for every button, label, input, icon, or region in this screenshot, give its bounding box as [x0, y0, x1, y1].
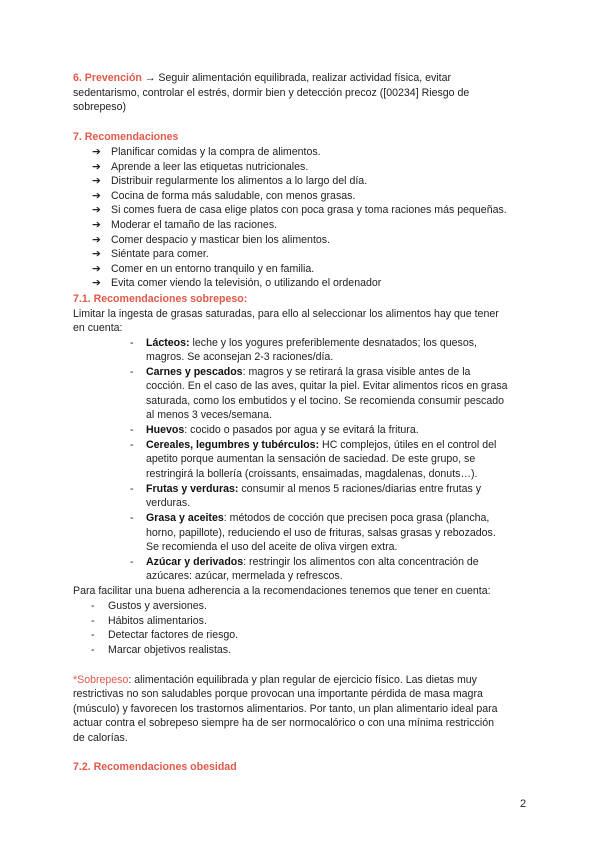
arrow-bullet-icon: ➔ — [92, 234, 101, 246]
prevencion-line-3: sobrepeso) — [73, 101, 126, 113]
prevencion-line-1: 6. Prevención → Seguir alimentación equilibrada, realizar actividad física, evitar — [73, 72, 452, 84]
note-line-1: *Sobrepeso: alimentación equilibrada y plan regular de ejercicio físico. Las dietas muy — [73, 674, 477, 686]
dash-marker: - — [91, 615, 95, 627]
huevos-line-1: Huevos: cocido o pasados por agua y se evitará la fritura. — [146, 424, 419, 436]
adherencia-item: Hábitos alimentarios. — [108, 615, 207, 627]
dash-marker: - — [91, 629, 95, 641]
dash-marker: - — [91, 644, 95, 656]
azucar-line-1: Azúcar y derivados: restringir los alimentos con alta concentración de — [146, 556, 479, 568]
arrow-bullet-icon: ➔ — [92, 190, 101, 202]
arrow-bullet-icon: ➔ — [92, 263, 101, 275]
section-7-1-heading: 7.1. Recomendaciones sobrepeso: — [73, 293, 248, 305]
note-line-2: restrictivas no son saludables porque provocan una importante pérdida de masa magra — [73, 688, 483, 700]
recommendation-item: Siéntate para comer. — [111, 248, 209, 260]
cereales-line-3: restringirá la bollería (croissants, ensaimadas, magdalenas, donuts…). — [146, 468, 478, 480]
arrow-bullet-icon: ➔ — [92, 277, 101, 289]
cereales-line-2: apetito porque aumentan la sensación de saciedad. De este grupo, se — [146, 453, 476, 465]
frutas-line-2: verduras. — [146, 497, 191, 509]
recommendation-item: Comer despacio y masticar bien los alimentos. — [111, 234, 331, 246]
grasa-line-3: Se recomienda el uso del aceite de oliva virgen extra. — [146, 541, 398, 553]
dash-marker: - — [130, 366, 134, 378]
adherencia-item: Detectar factores de riesgo. — [108, 629, 239, 641]
recommendation-item: Distribuir regularmente los alimentos a lo largo del día. — [111, 175, 368, 187]
note-line-4: actuar contra el sobrepeso siempre ha de ser normocalórico o con una mínima restricción — [73, 717, 495, 729]
recommendation-item: Moderar el tamaño de las raciones. — [111, 219, 278, 231]
note-line-5: de calorías. — [73, 732, 128, 744]
arrow-bullet-icon: ➔ — [92, 204, 101, 216]
page-number: 2 — [520, 798, 527, 810]
recommendation-item: Planificar comidas y la compra de alimentos. — [111, 146, 321, 158]
recommendation-item: Cocina de forma más saludable, con menos grasas. — [111, 190, 356, 202]
recommendation-item: Aprende a leer las etiquetas nutricionales. — [111, 161, 309, 173]
arrow-bullet-icon: ➔ — [92, 248, 101, 260]
dash-marker: - — [130, 483, 134, 495]
carnes-line-2: cocción. En el caso de las aves, quitar la piel. Evitar alimentos ricos en grasa — [146, 380, 508, 392]
section-6-heading: 6. Prevención — [73, 72, 142, 84]
s71-intro-1: Limitar la ingesta de grasas saturadas, para ello al seleccionar los alimentos hay que tener — [73, 308, 499, 320]
dash-marker: - — [130, 512, 134, 524]
recommendation-item: Si comes fuera de casa elige platos con poca grasa y toma raciones más pequeñas. — [111, 204, 507, 216]
carnes-line-3: saturada, como los embutidos y el tocino. Se recomienda consumir pescado — [146, 395, 505, 407]
adherencia-item: Gustos y aversiones. — [108, 600, 207, 612]
dash-marker: - — [130, 337, 134, 349]
adherencia-intro: Para facilitar una buena adherencia a la recomendaciones tenemos que tener en cuenta: — [73, 585, 491, 597]
azucar-line-2: azúcares: azúcar, mermelada y refrescos. — [146, 570, 343, 582]
lacteos-line-1: Lácteos: leche y los yogures preferiblemente desnatados; los quesos, — [146, 337, 477, 349]
adherencia-item: Marcar objetivos realistas. — [108, 644, 232, 656]
note-keyword: *Sobrepeso — [73, 674, 129, 686]
recommendation-item: Evita comer viendo la televisión, o utilizando el ordenador — [111, 277, 382, 289]
note-line-3: (músculo) y favorecen los trastornos alimentarios. Por tanto, un plan alimentario ideal para — [73, 703, 498, 715]
dash-marker: - — [91, 600, 95, 612]
arrow-bullet-icon: ➔ — [92, 161, 101, 173]
recommendation-item: Comer en un entorno tranquilo y en familia. — [111, 263, 315, 275]
arrow-bullet-icon: ➔ — [92, 146, 101, 158]
grasa-line-1: Grasa y aceites: métodos de cocción que precisen poca grasa (plancha, — [146, 512, 490, 524]
arrow-bullet-icon: ➔ — [92, 219, 101, 231]
dash-marker: - — [130, 439, 134, 451]
frutas-line-1: Frutas y verduras: consumir al menos 5 raciones/diarias entre frutas y — [146, 483, 482, 495]
carnes-line-4: al menos 3 veces/semana. — [146, 409, 273, 421]
cereales-line-1: Cereales, legumbres y tubérculos: HC complejos, útiles en el control del — [146, 439, 497, 451]
section-7-heading: 7. Recomendaciones — [73, 131, 179, 143]
dash-marker: - — [130, 424, 134, 436]
dash-marker: - — [130, 556, 134, 568]
s71-intro-2: en cuenta: — [73, 322, 123, 334]
carnes-line-1: Carnes y pescados: magros y se retirará la grasa visible antes de la — [146, 366, 471, 378]
prevencion-line-2: sedentarismo, controlar el estrés, dormir bien y detección precoz ([00234] Riesgo de — [73, 87, 470, 99]
lacteos-line-2: magros. Se aconsejan 2-3 raciones/día. — [146, 351, 334, 363]
arrow-bullet-icon: ➔ — [92, 175, 101, 187]
grasa-line-2: horno, papillote), reduciendo el uso de frituras, salsas grasas y rebozados. — [146, 527, 496, 539]
section-7-2-heading: 7.2. Recomendaciones obesidad — [73, 761, 237, 773]
